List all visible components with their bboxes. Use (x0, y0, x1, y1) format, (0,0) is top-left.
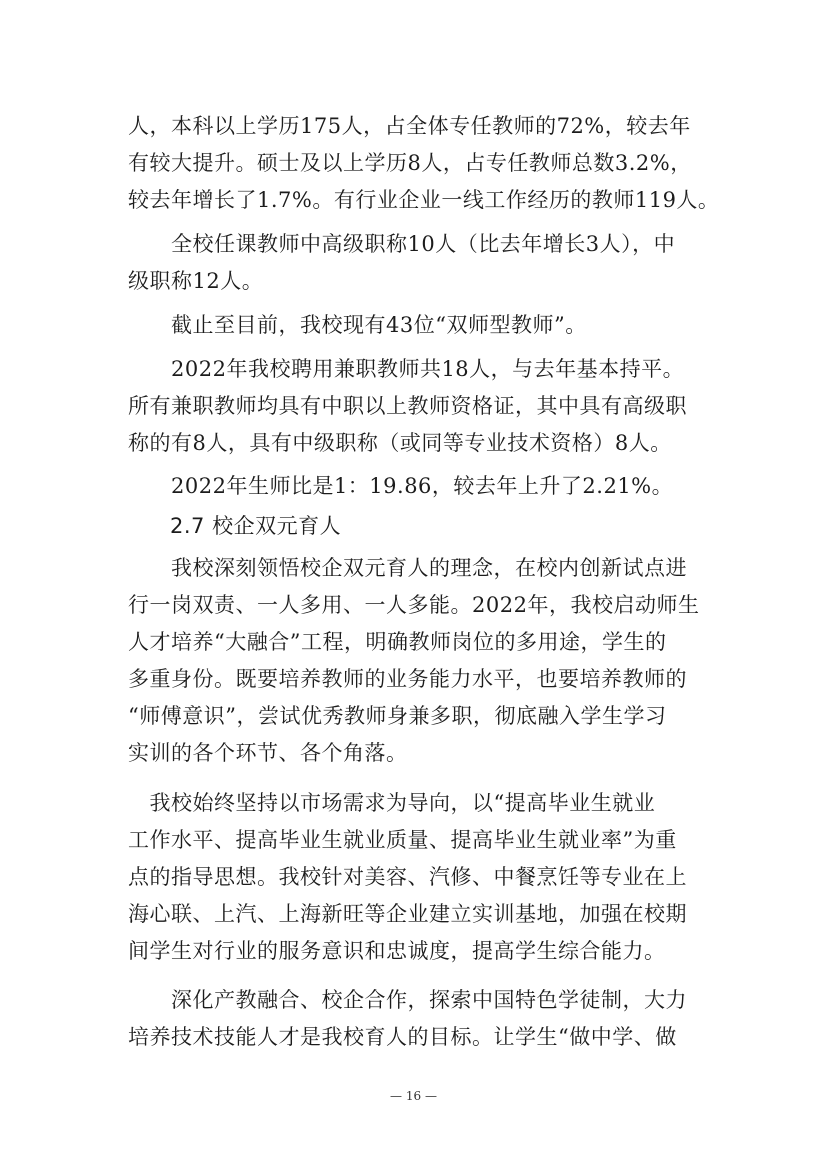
paragraph-line: 我校始终坚持以市场需求为导向，以“提高毕业生就业 (128, 791, 656, 815)
page-number: — 16 — (390, 1089, 437, 1103)
paragraph-line: 点的指导思想。我校针对美容、汽修、中餐烹饪等专业在上 (128, 865, 687, 889)
paragraph-line: “师傅意识”，尝试优秀教师身兼多职，彻底融入学生学习 (128, 704, 667, 728)
paragraph-line: 深化产教融合、校企合作，探索中国特色学徒制，大力 (128, 988, 687, 1012)
paragraph-line: 称的有8人，具有中级职称（或同等专业技术资格）8人。 (128, 431, 672, 455)
section-heading: 2.7 校企双元育人 (170, 514, 342, 538)
paragraph-line: 2022年生师比是1：19.86，较去年上升了2.21%。 (128, 474, 674, 498)
paragraph-line: 间学生对行业的服务意识和忠诚度，提高学生综合能力。 (128, 939, 666, 963)
paragraph-line: 海心联、上汽、上海新旺等企业建立实训基地，加强在校期 (128, 902, 687, 926)
paragraph-line: 有较大提升。硕士及以上学历8人，占专任教师总数3.2%， (128, 151, 692, 175)
paragraph-line: 培养技术技能人才是我校育人的目标。让学生“做中学、做 (128, 1025, 677, 1049)
paragraph-line: 人才培养“大融合”工程，明确教师岗位的多用途，学生的 (128, 630, 667, 654)
paragraph-line: 所有兼职教师均具有中职以上教师资格证，其中具有高级职 (128, 394, 687, 418)
paragraph-line: 我校深刻领悟校企双元育人的理念，在校内创新试点进 (128, 556, 687, 580)
paragraph-line: 全校任课教师中高级职称10人（比去年增长3人），中 (128, 232, 676, 256)
paragraph-line: 2022年我校聘用兼职教师共18人，与去年基本持平。 (128, 357, 685, 381)
paragraph-line: 多重身份。既要培养教师的业务能力水平，也要培养教师的 (128, 667, 687, 691)
paragraph-line: 行一岗双责、一人多用、一人多能。2022年，我校启动师生 (128, 593, 700, 617)
paragraph-line: 较去年增长了1.7%。有行业企业一线工作经历的教师119人。 (128, 188, 720, 212)
paragraph-line: 级职称12人。 (128, 269, 264, 293)
paragraph-line: 人，本科以上学历175人，占全体专任教师的72%，较去年 (128, 114, 691, 138)
paragraph-line: 实训的各个环节、各个角落。 (128, 741, 408, 765)
paragraph-line: 截止至目前，我校现有43位“双师型教师”。 (128, 313, 587, 337)
paragraph-line: 工作水平、提高毕业生就业质量、提高毕业生就业率”为重 (128, 828, 677, 852)
